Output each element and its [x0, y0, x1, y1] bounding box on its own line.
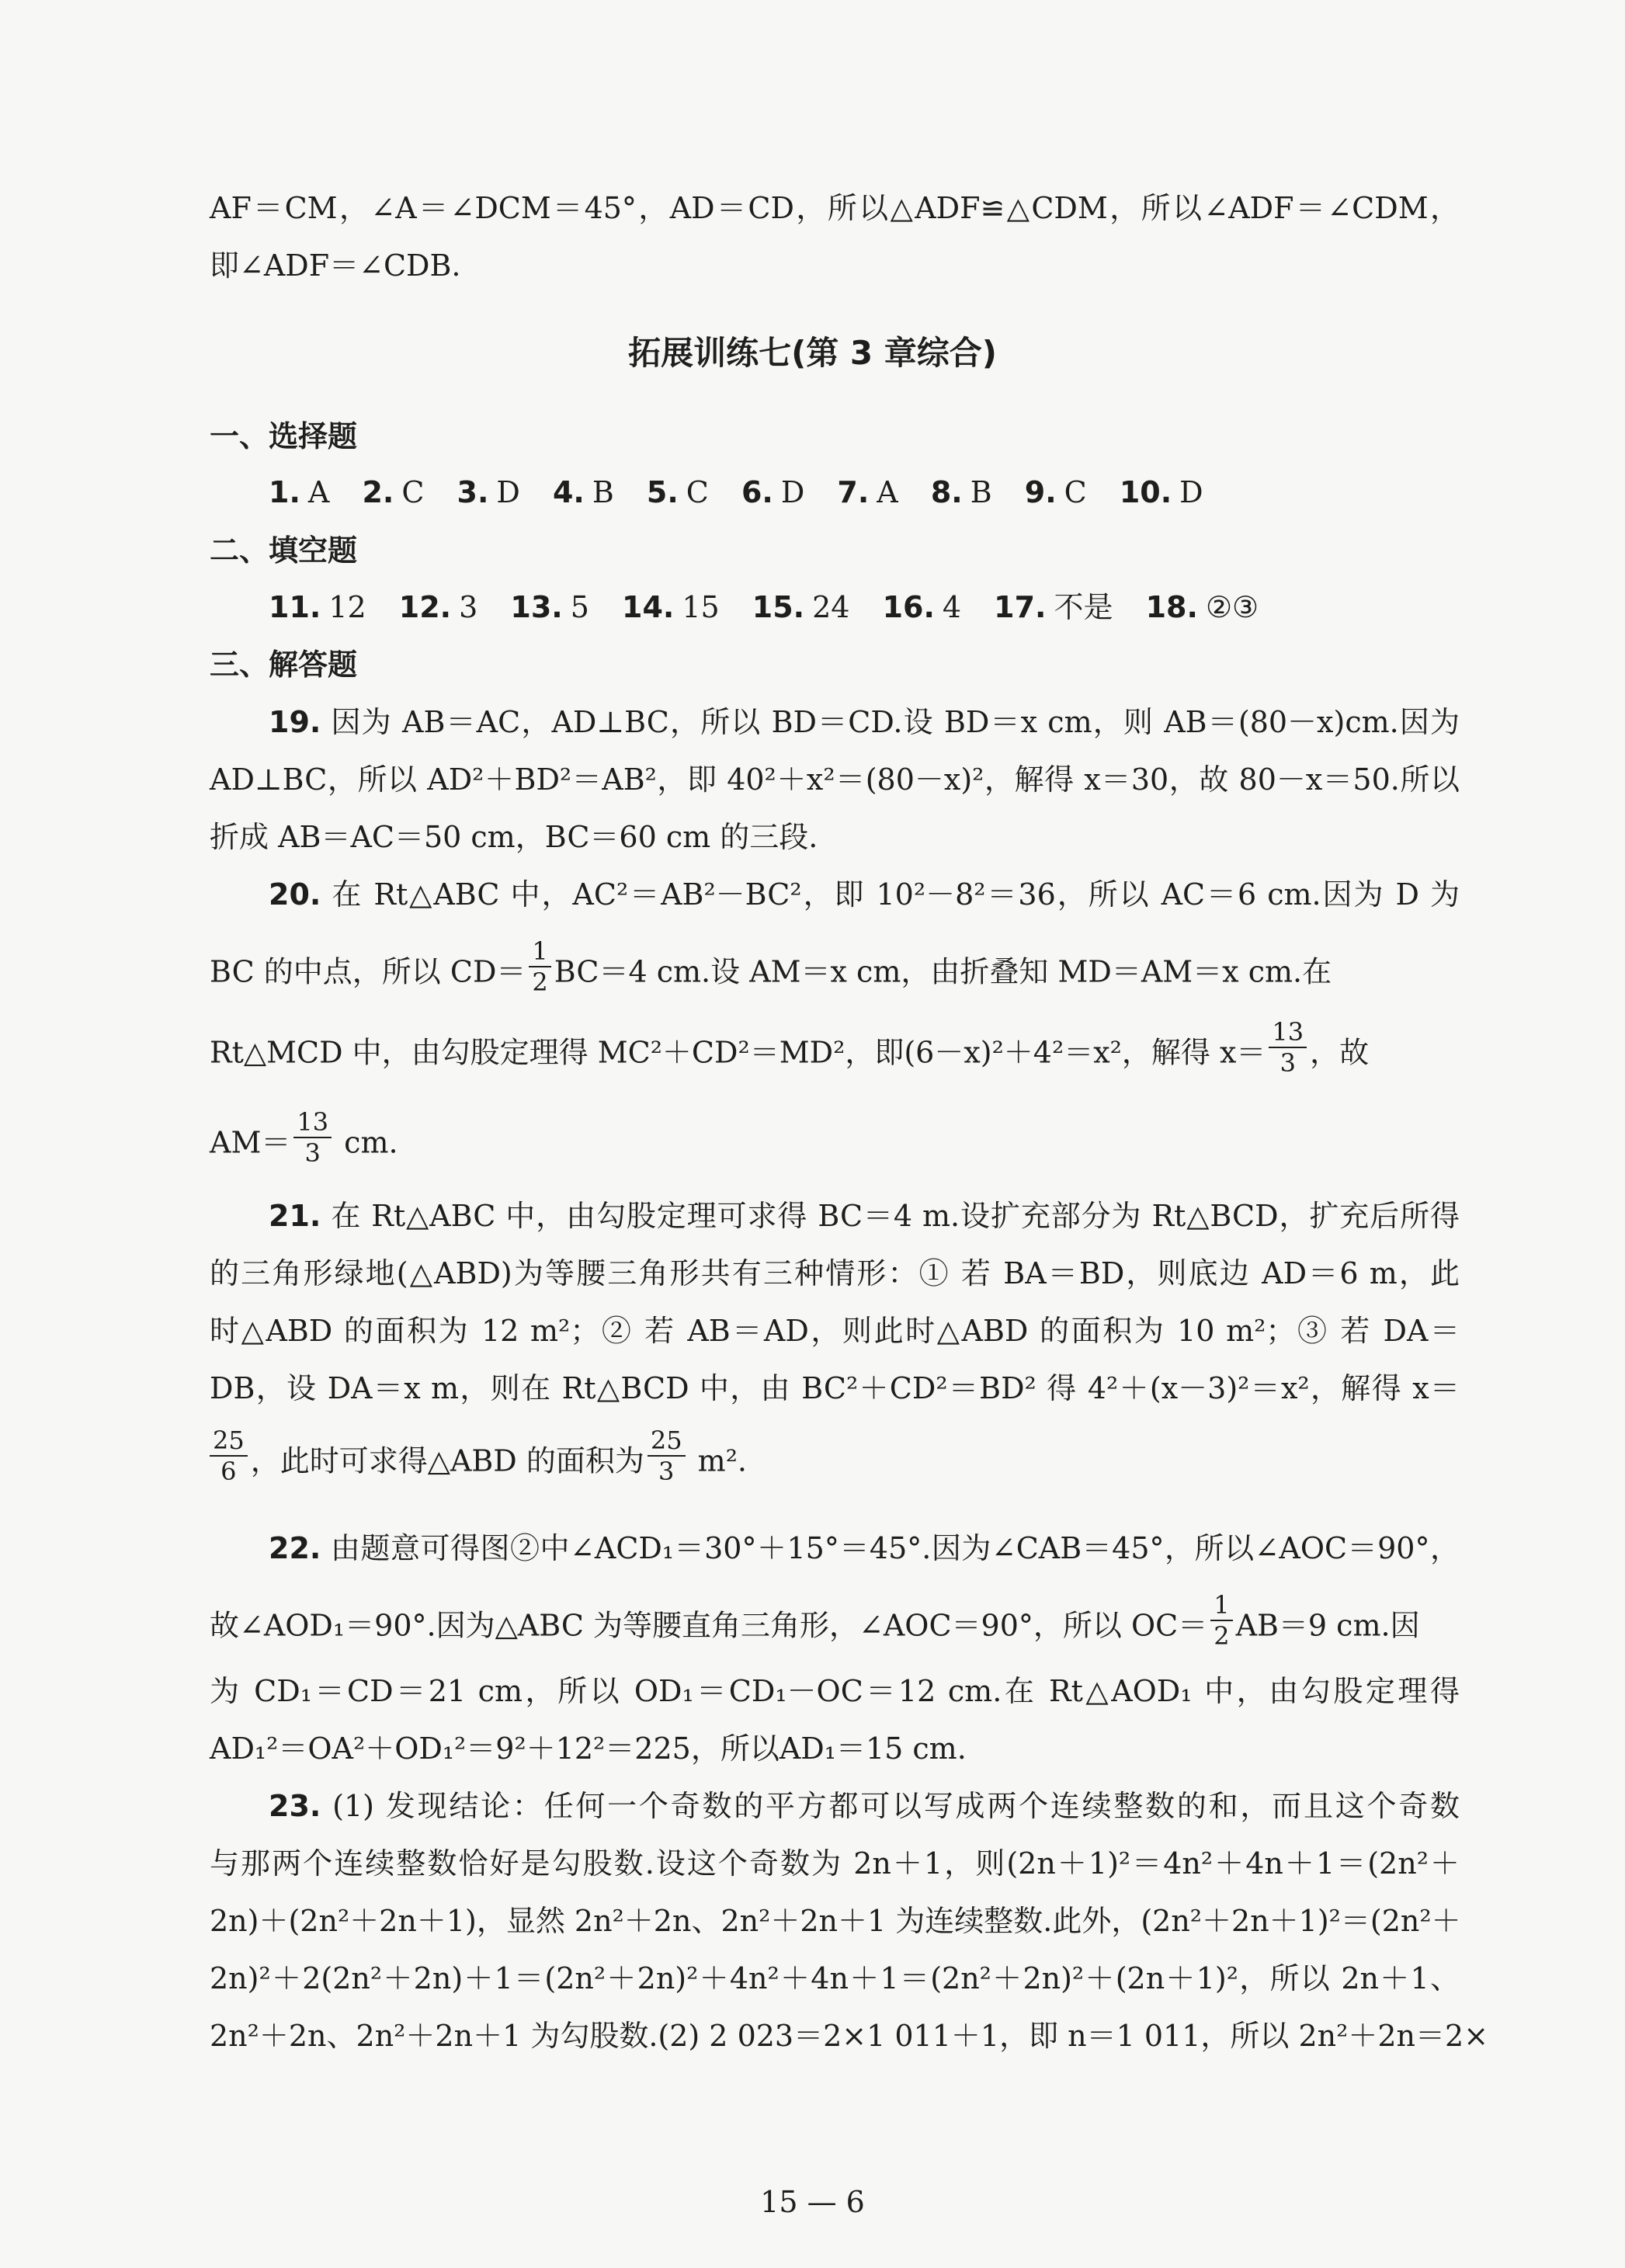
fraction: $\frac{1}{2}$	[1210, 1590, 1232, 1651]
answer-item: 8. B	[930, 475, 992, 509]
answer-item: 12. 3	[398, 590, 478, 624]
choice-answers	[269, 472, 1227, 512]
answer-item: 10. D	[1119, 475, 1203, 509]
answer-item: 2. C	[362, 475, 425, 509]
answer-item: 17. 不是	[994, 590, 1113, 624]
q23-line: 2n²＋2n、2n²＋2n＋1 为勾股数.(2) 2 023＝2×1 011＋1，即 n＝1 011，所以 2n²＋2n＝2×	[210, 2019, 1489, 2053]
section-heading-fill: 二、填空题	[210, 533, 358, 568]
q20-line: BC 的中点，所以 CD＝ $\frac{1}{2}$ BC＝4 cm.设 AM＝x cm，由折叠知 MD＝AM＝x cm.在	[210, 936, 1332, 997]
fill-answers	[269, 587, 1282, 627]
q23-line: 与那两个连续整数恰好是勾股数.设这个奇数为 2n＋1，则(2n＋1)²＝4n²＋4n＋1＝(2n²＋	[210, 1846, 1460, 1881]
fraction: $\frac{13}{3}$	[1269, 1017, 1307, 1078]
answer-item: 18. ②③	[1145, 590, 1259, 624]
q20-line: Rt△MCD 中，由勾股定理得 MC²＋CD²＝MD²，即(6－x)²＋4²＝x²，解得 x＝ $\frac{13}{3}$ ，故	[210, 1017, 1370, 1078]
answer-item: 4. B	[552, 475, 614, 509]
text-line: AF＝CM，∠A＝∠DCM＝45°，AD＝CD，所以△ADF≌△CDM，所以∠ADF＝∠CDM，	[210, 191, 1460, 225]
text-line: 即∠ADF＝∠CDB.	[210, 248, 461, 283]
answer-item: 13. 5	[510, 590, 589, 624]
q21-line: DB，设 DA＝x m，则在 Rt△BCD 中，由 BC²＋CD²＝BD² 得 4²＋(x－3)²＝x²，解得 x＝	[210, 1371, 1460, 1405]
q21-line: 的三角形绿地(△ABD)为等腰三角形共有三种情形：① 若 BA＝BD，则底边 AD＝6 m，此	[210, 1256, 1460, 1290]
page-number: 15 — 6	[760, 2185, 865, 2219]
q19-line: 折成 AB＝AC＝50 cm，BC＝60 cm 的三段.	[210, 820, 818, 854]
answer-item: 1. A	[269, 475, 330, 509]
fraction: $\frac{25}{3}$	[648, 1426, 686, 1486]
answer-item: 16. 4	[882, 590, 962, 624]
fraction: $\frac{13}{3}$	[293, 1107, 332, 1168]
q21-line: 时△ABD 的面积为 12 m²；② 若 AB＝AD，则此时△ABD 的面积为 10 m²；③ 若 DA＝	[210, 1314, 1460, 1348]
answer-item: 6. D	[741, 475, 805, 509]
q19-line: AD⊥BC，所以 AD²＋BD²＝AB²，即 40²＋x²＝(80－x)²，解得 x＝30，故 80－x＝50.所以	[210, 762, 1460, 797]
answer-item: 7. A	[837, 475, 898, 509]
answer-item: 5. C	[646, 475, 709, 509]
q20-line: 20. 在 Rt△ABC 中，AC²＝AB²－BC²，即 10²－8²＝36，所以 AC＝6 cm.因为 D 为	[269, 877, 1460, 912]
q21-line: 21. 在 Rt△ABC 中，由勾股定理可求得 BC＝4 m.设扩充部分为 Rt△BCD，扩充后所得	[269, 1199, 1460, 1233]
answer-item: 9. C	[1024, 475, 1087, 509]
q19-line: 19. 因为 AB＝AC，AD⊥BC，所以 BD＝CD.设 BD＝x cm，则 AB＝(80－x)cm.因为	[269, 705, 1460, 739]
answer-item: 3. D	[457, 475, 520, 509]
answer-item: 14. 15	[622, 590, 720, 624]
q20-line: AM＝ $\frac{13}{3}$ cm.	[210, 1107, 398, 1168]
q23-line: 2n)²＋2(2n²＋2n)＋1＝(2n²＋2n)²＋4n²＋4n＋1＝(2n²＋2n)²＋(2n＋1)²，所以 2n＋1、	[210, 1961, 1460, 1995]
q23-line: 2n)＋(2n²＋2n＋1)，显然 2n²＋2n、2n²＋2n＋1 为连续整数.此外，(2n²＋2n＋1)²＝(2n²＋	[210, 1904, 1461, 1938]
q22-line: AD₁²＝OA²＋OD₁²＝9²＋12²＝225，所以AD₁＝15 cm.	[210, 1731, 967, 1766]
answer-item: 15. 24	[752, 590, 850, 624]
fraction: $\frac{1}{2}$	[529, 936, 550, 997]
section-heading-solve: 三、解答题	[210, 648, 358, 682]
section-heading-choice: 一、选择题	[210, 419, 358, 453]
fraction: $\frac{25}{6}$	[210, 1426, 248, 1486]
section-title: 拓展训练七(第 3 章综合)	[628, 334, 997, 372]
q22-line: 22. 由题意可得图②中∠ACD₁＝30°＋15°＝45°.因为∠CAB＝45°，所以∠AOC＝90°，	[269, 1531, 1460, 1565]
answer-item: 11. 12	[269, 590, 366, 624]
q21-line: $\frac{25}{6}$ ，此时可求得△ABD 的面积为 $\frac{25}{3}$ m².	[210, 1433, 1460, 1494]
q22-line: 故∠AOD₁＝90°.因为△ABC 为等腰直角三角形，∠AOC＝90°，所以 OC＝ $\frac{1}{2}$ AB＝9 cm.因	[210, 1590, 1420, 1651]
q22-line: 为 CD₁＝CD＝21 cm，所以 OD₁＝CD₁－OC＝12 cm.在 Rt△AOD₁ 中，由勾股定理得	[210, 1674, 1460, 1708]
q23-line: 23. (1) 发现结论：任何一个奇数的平方都可以写成两个连续整数的和，而且这个奇数	[269, 1789, 1460, 1823]
